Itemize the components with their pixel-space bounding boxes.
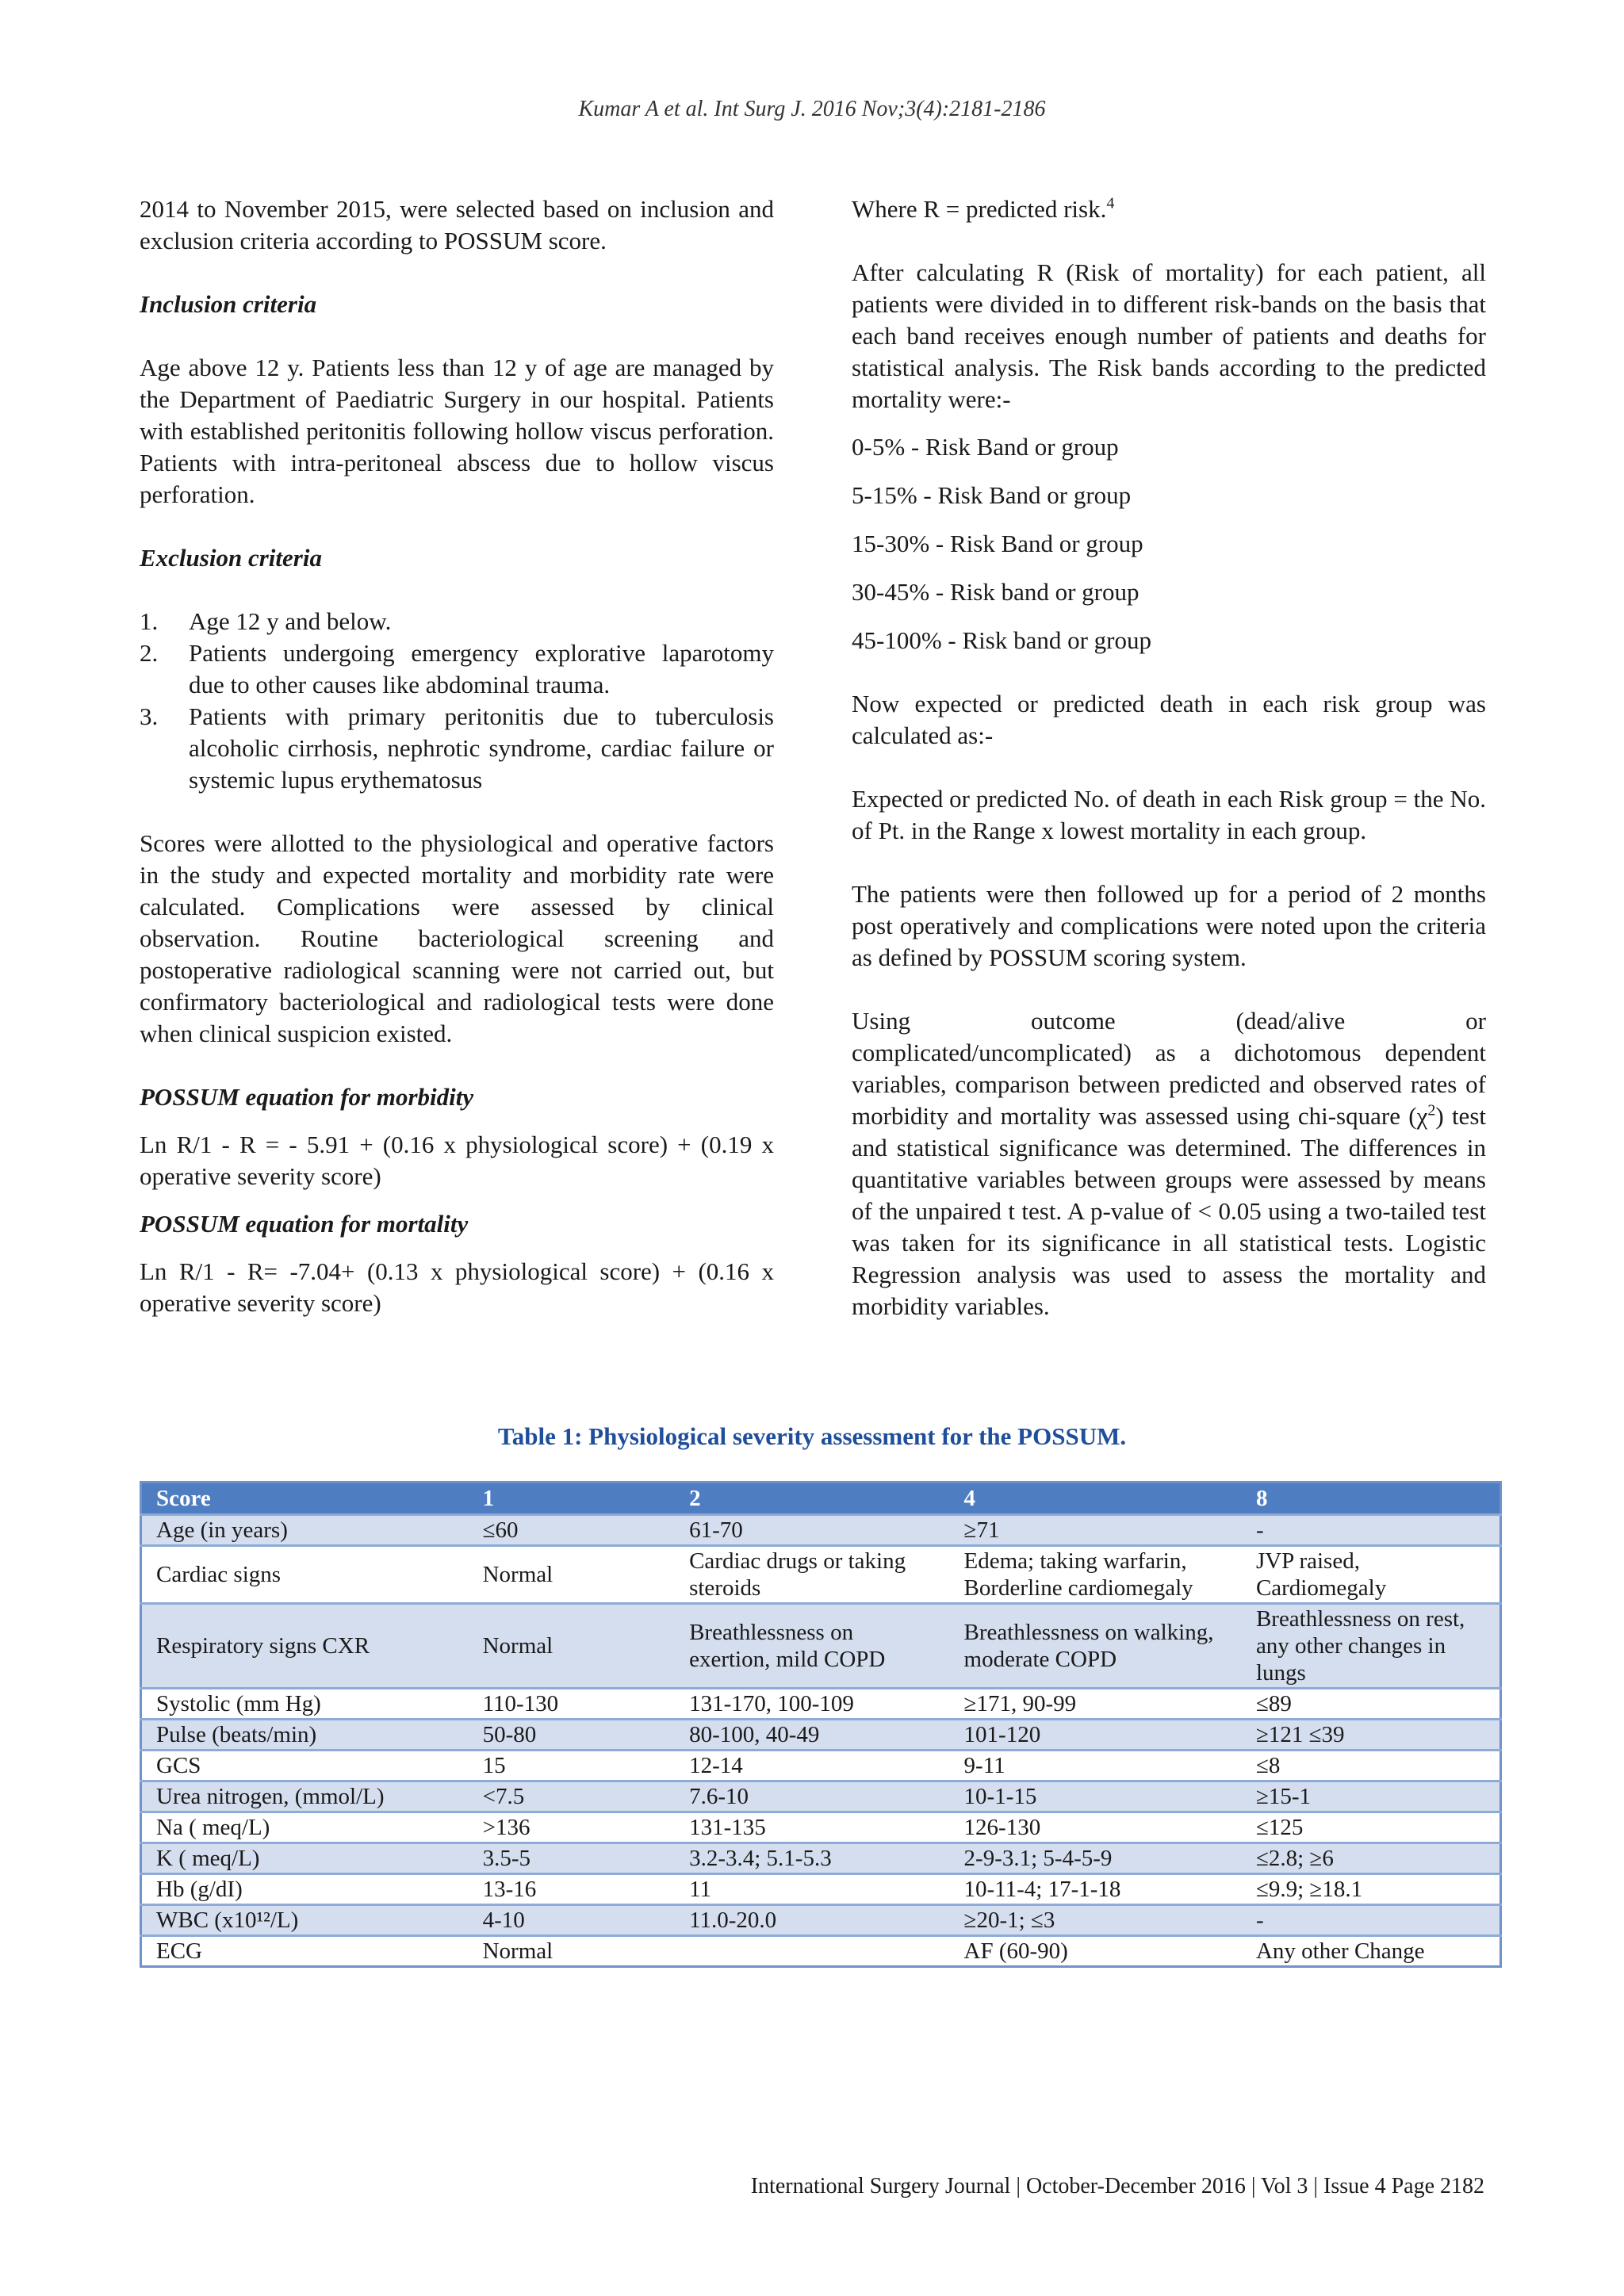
table-cell: 131-135 xyxy=(675,1812,949,1843)
table-row xyxy=(141,1751,1501,1781)
left-column xyxy=(140,193,774,1351)
table-cell: ECG xyxy=(141,1936,469,1967)
table-cell: Cardiac signs xyxy=(141,1546,469,1604)
table-cell: ≤60 xyxy=(469,1515,675,1546)
statistics-first-line: Using outcome (dead/alive or xyxy=(852,1007,1486,1035)
statistics-text-2: ) test and statistical significance was determined. The differences in quantitative variables between groups were assessed by means of the unpaired t test. A p-value of < 0.05 using a two-tailed test was taken for its significance in all statistical tests. Logistic Regression analysis was used to assess the mortality and morbidity variables. xyxy=(852,1102,1486,1320)
risk-band-item: 0-5% - Risk Band or group xyxy=(852,433,1119,461)
header-cell: 4 xyxy=(950,1483,1242,1515)
table-row xyxy=(141,1720,1501,1751)
table-cell: Breathlessness on exertion, mild COPD xyxy=(675,1604,949,1689)
table-cell: 10-11-4; 17-1-18 xyxy=(950,1874,1242,1905)
exclusion-item xyxy=(140,637,774,701)
intro-paragraph: 2014 to November 2015, were selected based on inclusion and exclusion criteria according to POSSUM score. xyxy=(140,195,774,254)
table-row xyxy=(141,1604,1501,1689)
table-cell: 2-9-3.1; 5-4-5-9 xyxy=(950,1843,1242,1874)
table-cell: Breathlessness on walking, moderate COPD xyxy=(950,1604,1242,1689)
table-row xyxy=(141,1515,1501,1546)
table-cell: 10-1-15 xyxy=(950,1781,1242,1812)
inclusion-paragraph: Age above 12 y. Patients less than 12 y of age are managed by the Department of Paediatric Surgery in our hospital. Patients with established peritonitis following hollow viscus perforation. Patients with intra-peritoneal abscess due to hollow viscus perforation. xyxy=(140,354,774,508)
table-cell: 15 xyxy=(469,1751,675,1781)
table-cell: Edema; taking warfarin, Borderline cardiomegaly xyxy=(950,1546,1242,1604)
reference-superscript: 4 xyxy=(1106,194,1115,212)
table-cell: >136 xyxy=(469,1812,675,1843)
morbidity-equation: Ln R/1 - R = - 5.91 + (0.16 x physiological score) + (0.19 x operative severity score) xyxy=(140,1131,774,1190)
table-row xyxy=(141,1874,1501,1905)
table-row xyxy=(141,1812,1501,1843)
table-caption: Table 1: Physiological severity assessment for the POSSUM. xyxy=(497,1422,1127,1450)
table-cell: K ( meq/L) xyxy=(141,1843,469,1874)
table-cell: 80-100, 40-49 xyxy=(675,1720,949,1751)
table-cell: ≥71 xyxy=(950,1515,1242,1546)
table-cell: ≤8 xyxy=(1242,1751,1501,1781)
table-cell: JVP raised, Cardiomegaly xyxy=(1242,1546,1501,1604)
morbidity-heading: POSSUM equation for morbidity xyxy=(140,1083,474,1111)
risk-band-item: 30-45% - Risk band or group xyxy=(852,578,1139,606)
statistics-text-1: complicated/uncomplicated) as a dichotomous dependent variables, comparison between predicted and observed rates of morbidity and mortality was assessed using chi-square (χ xyxy=(852,1039,1486,1130)
table-cell: ≥171, 90-99 xyxy=(950,1689,1242,1720)
where-text: Where R = predicted risk. xyxy=(852,195,1107,223)
table-cell: <7.5 xyxy=(469,1781,675,1812)
table-cell: 7.6-10 xyxy=(675,1781,949,1812)
table-cell: Breathlessness on rest, any other changes in lungs xyxy=(1242,1604,1501,1689)
exclusion-number: 3. xyxy=(140,702,159,730)
table-cell: Normal xyxy=(469,1604,675,1689)
table-cell: Any other Change xyxy=(1242,1936,1501,1967)
table-cell: 126-130 xyxy=(950,1812,1242,1843)
table-cell: ≤89 xyxy=(1242,1689,1501,1720)
table-cell: Urea nitrogen, (mmol/L) xyxy=(141,1781,469,1812)
table-cell: ≥20-1; ≤3 xyxy=(950,1905,1242,1936)
table-cell: 4-10 xyxy=(469,1905,675,1936)
table-cell: 11 xyxy=(675,1874,949,1905)
followup-paragraph: The patients were then followed up for a period of 2 months post operatively and complications were noted upon the criteria as defined by POSSUM scoring system. xyxy=(852,880,1486,971)
table-cell: Cardiac drugs or taking steroids xyxy=(675,1546,949,1604)
table-cell: Systolic (mm Hg) xyxy=(141,1689,469,1720)
table-cell: 3.5-5 xyxy=(469,1843,675,1874)
exclusion-text: Patients undergoing emergency explorative laparotomy due to other causes like abdominal trauma. xyxy=(189,639,774,698)
statistics-paragraph xyxy=(852,1005,1486,1322)
table-cell: Age (in years) xyxy=(141,1515,469,1546)
exclusion-list xyxy=(140,606,774,796)
scores-paragraph: Scores were allotted to the physiological and operative factors in the study and expected mortality and morbidity rate were calculated. Complications were assessed by clinical observation. Routine bacteriological screening and postoperative radiological scanning were not carried out, but confirmatory bacteriological and radiological tests were done when clinical suspicion existed. xyxy=(140,829,774,1047)
header-cell: Score xyxy=(141,1483,469,1515)
table-cell: Normal xyxy=(469,1546,675,1604)
header-cell: 1 xyxy=(469,1483,675,1515)
exclusion-text: Age 12 y and below. xyxy=(189,607,392,635)
risk-band-item: 5-15% - Risk Band or group xyxy=(852,481,1132,509)
table-cell: Hb (g/dI) xyxy=(141,1874,469,1905)
inclusion-heading: Inclusion criteria xyxy=(140,290,317,318)
table-cell: 12-14 xyxy=(675,1751,949,1781)
header-cell: 8 xyxy=(1242,1483,1501,1515)
table-cell: 3.2-3.4; 5.1-5.3 xyxy=(675,1843,949,1874)
risk-band-item: 15-30% - Risk Band or group xyxy=(852,530,1143,557)
table-cell: 61-70 xyxy=(675,1515,949,1546)
table-row xyxy=(141,1781,1501,1812)
table-cell: AF (60-90) xyxy=(950,1936,1242,1967)
table-cell: Normal xyxy=(469,1936,675,1967)
table-row xyxy=(141,1936,1501,1967)
exclusion-number: 1. xyxy=(140,607,159,635)
right-column xyxy=(852,193,1486,1322)
table-cell xyxy=(675,1936,949,1967)
table-cell: 13-16 xyxy=(469,1874,675,1905)
table-row xyxy=(141,1546,1501,1604)
table-header-row xyxy=(141,1483,1501,1515)
table-cell: 50-80 xyxy=(469,1720,675,1751)
table-cell: - xyxy=(1242,1515,1501,1546)
header-cell: 2 xyxy=(675,1483,949,1515)
table-cell: 131-170, 100-109 xyxy=(675,1689,949,1720)
statistics-body xyxy=(852,1037,1486,1322)
table-cell: Respiratory signs CXR xyxy=(141,1604,469,1689)
mortality-equation: Ln R/1 - R= -7.04+ (0.13 x physiological score) + (0.16 x operative severity score) xyxy=(140,1257,774,1317)
table-cell: 9-11 xyxy=(950,1751,1242,1781)
table-cell: Na ( meq/L) xyxy=(141,1812,469,1843)
possum-physiological-table xyxy=(140,1481,1502,1968)
chi-square-superscript: 2 xyxy=(1427,1101,1436,1119)
table-cell: - xyxy=(1242,1905,1501,1936)
page-footer: International Surgery Journal | October-December 2016 | Vol 3 | Issue 4 Page 2182 xyxy=(750,2174,1484,2198)
table-cell: ≤9.9; ≥18.1 xyxy=(1242,1874,1501,1905)
exclusion-heading: Exclusion criteria xyxy=(140,544,322,572)
table-cell: ≤125 xyxy=(1242,1812,1501,1843)
mortality-heading: POSSUM equation for mortality xyxy=(140,1210,469,1238)
table-cell: GCS xyxy=(141,1751,469,1781)
table-row xyxy=(141,1843,1501,1874)
table-cell: WBC (x10¹²/L) xyxy=(141,1905,469,1936)
exclusion-item xyxy=(140,701,774,796)
risk-band-item: 45-100% - Risk band or group xyxy=(852,626,1151,654)
table-cell: ≤2.8; ≥6 xyxy=(1242,1843,1501,1874)
table-cell: ≥15-1 xyxy=(1242,1781,1501,1812)
table-cell: Pulse (beats/min) xyxy=(141,1720,469,1751)
exclusion-text: Patients with primary peritonitis due to tuberculosis alcoholic cirrhosis, nephrotic syndrome, cardiac failure or systemic lupus erythematosus xyxy=(189,702,774,794)
running-head: Kumar A et al. Int Surg J. 2016 Nov;3(4):2181-2186 xyxy=(578,97,1046,121)
where-paragraph xyxy=(852,193,1486,225)
table-cell: 11.0-20.0 xyxy=(675,1905,949,1936)
expected-death-intro: Now expected or predicted death in each risk group was calculated as:- xyxy=(852,690,1486,749)
table-row xyxy=(141,1905,1501,1936)
table-row xyxy=(141,1689,1501,1720)
table-cell: 101-120 xyxy=(950,1720,1242,1751)
risk-band-paragraph: After calculating R (Risk of mortality) for each patient, all patients were divided in to different risk-bands on the basis that each band receives enough number of patients and deaths for statistical analysis. The Risk bands according to the predicted mortality were:- xyxy=(852,258,1486,413)
table-cell: ≥121 ≤39 xyxy=(1242,1720,1501,1751)
expected-death-formula: Expected or predicted No. of death in each Risk group = the No. of Pt. in the Range x lowest mortality in each group. xyxy=(852,785,1486,844)
exclusion-item xyxy=(140,606,774,637)
table-cell: 110-130 xyxy=(469,1689,675,1720)
exclusion-number: 2. xyxy=(140,639,159,667)
